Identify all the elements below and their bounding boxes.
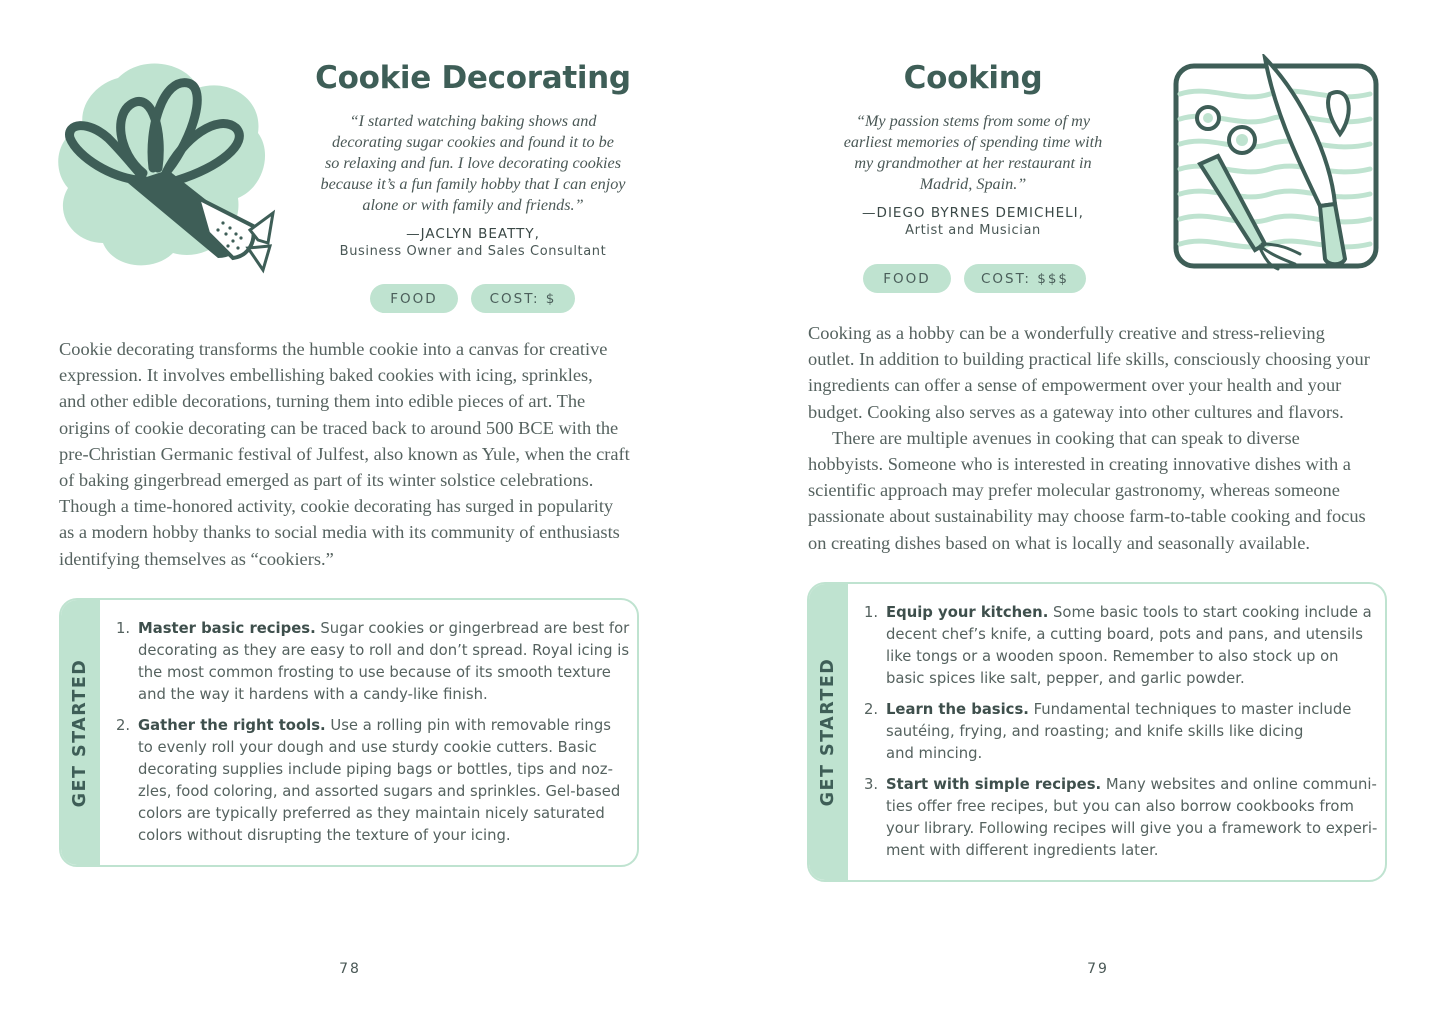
body-line: Though a time-honored activity, cookie decorating has surged in popularity	[59, 496, 614, 517]
list-item	[864, 699, 1371, 765]
step-line: colors are typically preferred as they maintain nicely saturated	[138, 805, 605, 822]
step-line: your library. Following recipes will give you a framework to experi-	[886, 820, 1378, 837]
page-title: Cooking	[903, 60, 1043, 96]
attribution-name: —JACLYN BEATTY,	[406, 226, 540, 242]
page-number: 78	[339, 961, 361, 977]
body-text	[59, 336, 659, 572]
cutting-board-icon	[1170, 54, 1388, 274]
step-heading: Master basic recipes.	[138, 620, 316, 637]
quote-line: because it’s a fun family hobby that I can enjoy	[320, 175, 626, 193]
quote-line: earliest memories of spending time with	[843, 133, 1103, 151]
quote	[300, 111, 646, 216]
quote-line: alone or with family and friends.”	[362, 196, 584, 214]
step-line	[886, 699, 1371, 721]
step-line: decorating as they are easy to roll and don’t spread. Royal icing is	[138, 642, 630, 659]
step-number: 2.	[864, 701, 879, 718]
step-line	[886, 602, 1371, 624]
step-text: Some basic tools to start cooking include a	[1048, 604, 1372, 621]
tag-cost: COST: $	[471, 284, 575, 313]
quote	[808, 111, 1138, 195]
page-right	[723, 0, 1445, 1012]
body-line: and other edible decorations, turning them into edible pieces of art. The	[59, 391, 586, 412]
body-line: Cooking as a hobby can be a wonderfully creative and stress-relieving	[808, 323, 1325, 343]
step-text: Many websites and online communi-	[1101, 776, 1377, 793]
step-line: basic spices like salt, pepper, and garlic powder.	[886, 670, 1245, 687]
step-heading: Gather the right tools.	[138, 717, 326, 734]
step-line: decent chef’s knife, a cutting board, pots and pans, and utensils	[886, 626, 1363, 643]
tag-food: FOOD	[863, 264, 951, 293]
step-heading: Learn the basics.	[886, 701, 1029, 718]
body-line: There are multiple avenues in cooking that can speak to diverse	[832, 427, 1300, 448]
step-line: sautéing, frying, and roasting; and knife skills like dicing	[886, 723, 1304, 740]
get-started-sidebar	[61, 600, 100, 865]
body-line: identifying themselves as “cookiers.”	[59, 548, 334, 569]
quote-line: my grandmother at her restaurant in	[854, 154, 1092, 172]
steps-list	[864, 602, 1378, 871]
body-line: expression. It involves embellishing baked cookies with icing, sprinkles,	[59, 365, 593, 386]
step-line	[886, 774, 1377, 796]
attribution-name: —DIEGO BYRNES DEMICHELI,	[862, 205, 1084, 221]
step-line: like tongs or a wooden spoon. Remember to also stock up on	[886, 648, 1339, 665]
get-started-sidebar	[809, 584, 848, 880]
quote-line: “My passion stems from some of my	[855, 112, 1091, 130]
tag-food: FOOD	[370, 284, 458, 313]
piping-bag-icon	[58, 58, 280, 274]
quote-line: “I started watching baking shows and	[349, 112, 597, 130]
body-line: outlet. In addition to building practical life skills, consciously choosing your	[808, 349, 1370, 370]
step-text: Use a rolling pin with removable rings	[325, 717, 611, 734]
step-line: and mincing.	[886, 745, 983, 762]
list-item	[116, 715, 623, 847]
step-line: colors without disrupting the texture of your icing.	[138, 827, 511, 844]
list-item	[864, 602, 1371, 690]
quote-line: Madrid, Spain.”	[919, 175, 1027, 193]
get-started-label: GET STARTED	[818, 657, 838, 807]
attribution-role: Business Owner and Sales Consultant	[339, 244, 607, 259]
attribution-role: Artist and Musician	[905, 223, 1041, 238]
step-number: 3.	[864, 776, 879, 793]
step-text: Sugar cookies or gingerbread are best for	[315, 620, 630, 637]
list-item	[116, 618, 630, 706]
step-line: the most common frosting to use because of its smooth texture	[138, 664, 611, 681]
body-line: ingredients can offer a sense of empowerment over your health and your	[808, 375, 1342, 396]
tag-cost: COST: $$$	[964, 264, 1086, 293]
step-line: to evenly roll your dough and use sturdy cookie cutters. Basic	[138, 739, 597, 756]
body-line: on creating dishes based on what is locally and seasonally available.	[808, 532, 1311, 553]
step-number: 1.	[864, 604, 879, 621]
body-line: budget. Cooking also serves as a gateway into other cultures and flavors.	[808, 401, 1344, 422]
body-text	[808, 320, 1408, 556]
body-line: passionate about sustainability may choose farm-to-table cooking and focus	[808, 506, 1366, 527]
step-heading: Start with simple recipes.	[886, 776, 1102, 793]
step-line: and the way it hardens with a candy-like finish.	[138, 686, 488, 703]
step-line: zles, food coloring, and assorted sugars and sprinkles. Gel-based	[138, 783, 621, 800]
quote-line: so relaxing and fun. I love decorating cookies	[324, 154, 622, 172]
steps-list	[116, 618, 630, 856]
step-heading: Equip your kitchen.	[886, 604, 1049, 621]
get-started-box	[59, 598, 639, 867]
step-number: 2.	[116, 717, 131, 734]
page-number: 79	[1087, 961, 1109, 977]
step-line	[138, 715, 623, 737]
step-line: ment with different ingredients later.	[886, 842, 1159, 859]
step-number: 1.	[116, 620, 131, 637]
body-line: as a modern hobby thanks to social media with its community of enthusiasts	[59, 522, 620, 543]
step-line: decorating supplies include piping bags or bottles, tips and noz-	[138, 761, 613, 778]
body-line: of baking gingerbread emerged as part of its winter solstice celebrations.	[59, 470, 594, 491]
step-text: Fundamental techniques to master include	[1028, 701, 1352, 718]
body-line: pre-Christian Germanic festival of Julfest, also known as Yule, when the craft	[59, 443, 630, 464]
body-line: hobbyists. Someone who is interested in creating innovative dishes with a	[808, 454, 1351, 475]
page-title: Cookie Decorating	[315, 60, 631, 96]
body-line: Cookie decorating transforms the humble cookie into a canvas for creative	[59, 339, 608, 359]
get-started-label: GET STARTED	[70, 658, 90, 807]
step-line	[138, 618, 630, 640]
get-started-box	[807, 582, 1387, 882]
list-item	[864, 774, 1378, 862]
page-left	[0, 0, 722, 1012]
quote-line: decorating sugar cookies and found it to be	[332, 133, 614, 151]
step-line: ties offer free recipes, but you can also borrow cookbooks from	[886, 798, 1354, 815]
body-line: scientific approach may prefer molecular gastronomy, whereas someone	[808, 480, 1340, 501]
body-line: origins of cookie decorating can be traced back to around 500 BCE with the	[59, 417, 619, 438]
